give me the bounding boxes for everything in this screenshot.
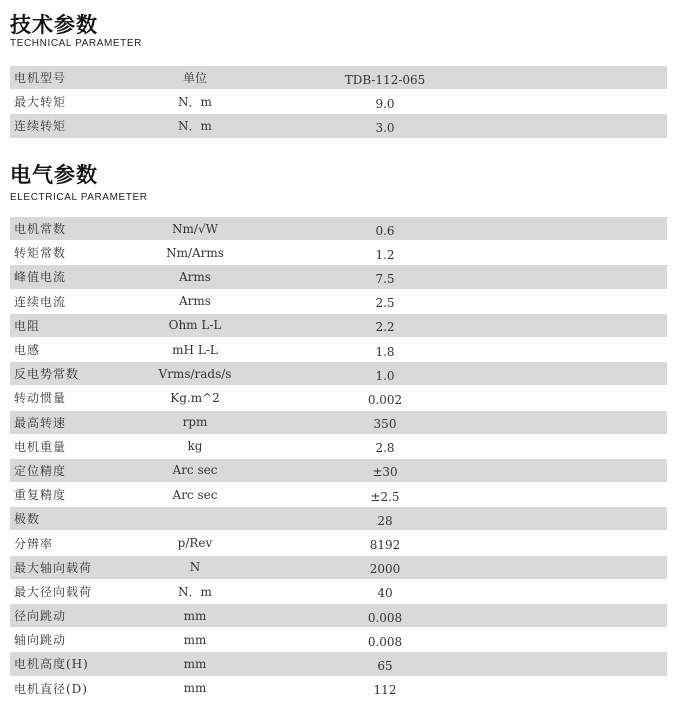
param-value: ±30 xyxy=(372,465,398,480)
param-value: 350 xyxy=(373,417,397,432)
param-unit: Kg.m^2 xyxy=(170,390,220,405)
table-row xyxy=(10,314,667,338)
table-row xyxy=(10,241,667,265)
param-unit: mm xyxy=(183,681,207,696)
param-unit: 单位 xyxy=(182,71,207,86)
table-row xyxy=(10,362,667,386)
table-row xyxy=(10,628,667,652)
table-row xyxy=(10,531,667,555)
table-row xyxy=(10,507,667,531)
table-row xyxy=(10,411,667,435)
table-row xyxy=(10,677,667,701)
param-unit: Nm/Arms xyxy=(166,245,224,260)
param-name: 分辨率 xyxy=(14,536,54,551)
param-unit: Arms xyxy=(179,269,211,284)
param-name: 电机重量 xyxy=(14,439,67,454)
technical-title: 技术参数 xyxy=(10,13,98,37)
technical-subtitle: TECHNICAL PARAMETER xyxy=(10,38,142,49)
param-name: 电机高度(H) xyxy=(14,657,89,672)
param-value: 0.008 xyxy=(367,610,403,625)
param-value: 0.002 xyxy=(367,392,403,407)
param-unit: mH L-L xyxy=(172,342,218,357)
table-row xyxy=(10,338,667,362)
table-row xyxy=(10,290,667,314)
technical-table xyxy=(10,66,667,139)
param-value: 2000 xyxy=(369,562,401,577)
table-row xyxy=(10,386,667,410)
param-unit: p/Rev xyxy=(177,536,213,551)
param-name: 转矩常数 xyxy=(14,246,67,261)
table-row xyxy=(10,483,667,507)
param-value: 8192 xyxy=(369,538,401,553)
param-value: 1.8 xyxy=(375,344,395,359)
param-unit: N．m xyxy=(178,119,212,134)
param-value: 1.2 xyxy=(375,247,395,262)
param-unit xyxy=(130,507,260,530)
param-value: 112 xyxy=(373,683,397,698)
param-unit: N．m xyxy=(178,95,212,110)
table-row xyxy=(10,604,667,628)
param-unit: N．m xyxy=(178,584,212,599)
param-value: 0.008 xyxy=(367,634,403,649)
param-value: 7.5 xyxy=(375,271,395,286)
param-name: 极数 xyxy=(14,512,41,527)
param-unit: rpm xyxy=(182,415,208,430)
param-unit: N xyxy=(189,560,201,575)
param-name: 电机型号 xyxy=(14,71,67,86)
param-name: 定位精度 xyxy=(14,463,67,478)
param-unit: mm xyxy=(183,656,207,671)
param-name: 电机直径(D) xyxy=(14,681,88,696)
table-row xyxy=(10,114,667,138)
param-name: 最大转矩 xyxy=(14,95,67,110)
param-name: 峰值电流 xyxy=(14,270,67,285)
param-name: 连续电流 xyxy=(14,294,67,309)
param-unit: mm xyxy=(183,608,207,623)
param-name: 连续转矩 xyxy=(14,119,67,134)
param-name: 径向跳动 xyxy=(14,609,67,624)
table-row xyxy=(10,66,667,90)
param-value: 9.0 xyxy=(375,96,395,111)
param-unit: Arc sec xyxy=(172,487,218,502)
param-name: 最大轴向载荷 xyxy=(14,560,93,575)
param-value: 1.0 xyxy=(375,368,395,383)
param-name: 最高转速 xyxy=(14,415,67,430)
param-value: 3.0 xyxy=(375,120,395,135)
param-unit: mm xyxy=(183,632,207,647)
param-value: ±2.5 xyxy=(370,489,400,504)
param-name: 电阻 xyxy=(14,318,41,333)
table-row xyxy=(10,265,667,289)
table-row xyxy=(10,217,667,241)
param-value: 40 xyxy=(377,586,393,601)
param-name: 轴向跳动 xyxy=(14,633,67,648)
param-unit: Arms xyxy=(179,294,211,309)
param-value: 65 xyxy=(377,658,393,673)
electrical-subtitle: ELECTRICAL PARAMETER xyxy=(10,192,148,203)
param-unit: kg xyxy=(187,439,203,454)
param-value: TDB-112-065 xyxy=(344,72,426,87)
table-row xyxy=(10,580,667,604)
param-value: 2.8 xyxy=(375,441,395,456)
table-row xyxy=(10,90,667,114)
param-name: 转动惯量 xyxy=(14,391,67,406)
electrical-table xyxy=(10,217,667,701)
param-unit: Vrms/rads/s xyxy=(158,366,232,381)
table-row xyxy=(10,652,667,676)
param-name: 反电势常数 xyxy=(14,367,80,382)
param-value: 2.5 xyxy=(375,296,395,311)
param-unit: Ohm L-L xyxy=(168,318,222,333)
electrical-title: 电气参数 xyxy=(10,163,98,187)
param-name: 电机常数 xyxy=(14,222,67,237)
table-row xyxy=(10,459,667,483)
param-name: 最大径向载荷 xyxy=(14,584,93,599)
param-value: 2.2 xyxy=(375,320,395,335)
param-unit: Arc sec xyxy=(172,463,218,478)
table-row xyxy=(10,435,667,459)
param-name: 电感 xyxy=(14,343,41,358)
param-value: 0.6 xyxy=(375,223,395,238)
param-value: 28 xyxy=(377,513,393,528)
param-name: 重复精度 xyxy=(14,488,67,503)
table-row xyxy=(10,556,667,580)
param-unit: Nm/√W xyxy=(172,221,218,236)
